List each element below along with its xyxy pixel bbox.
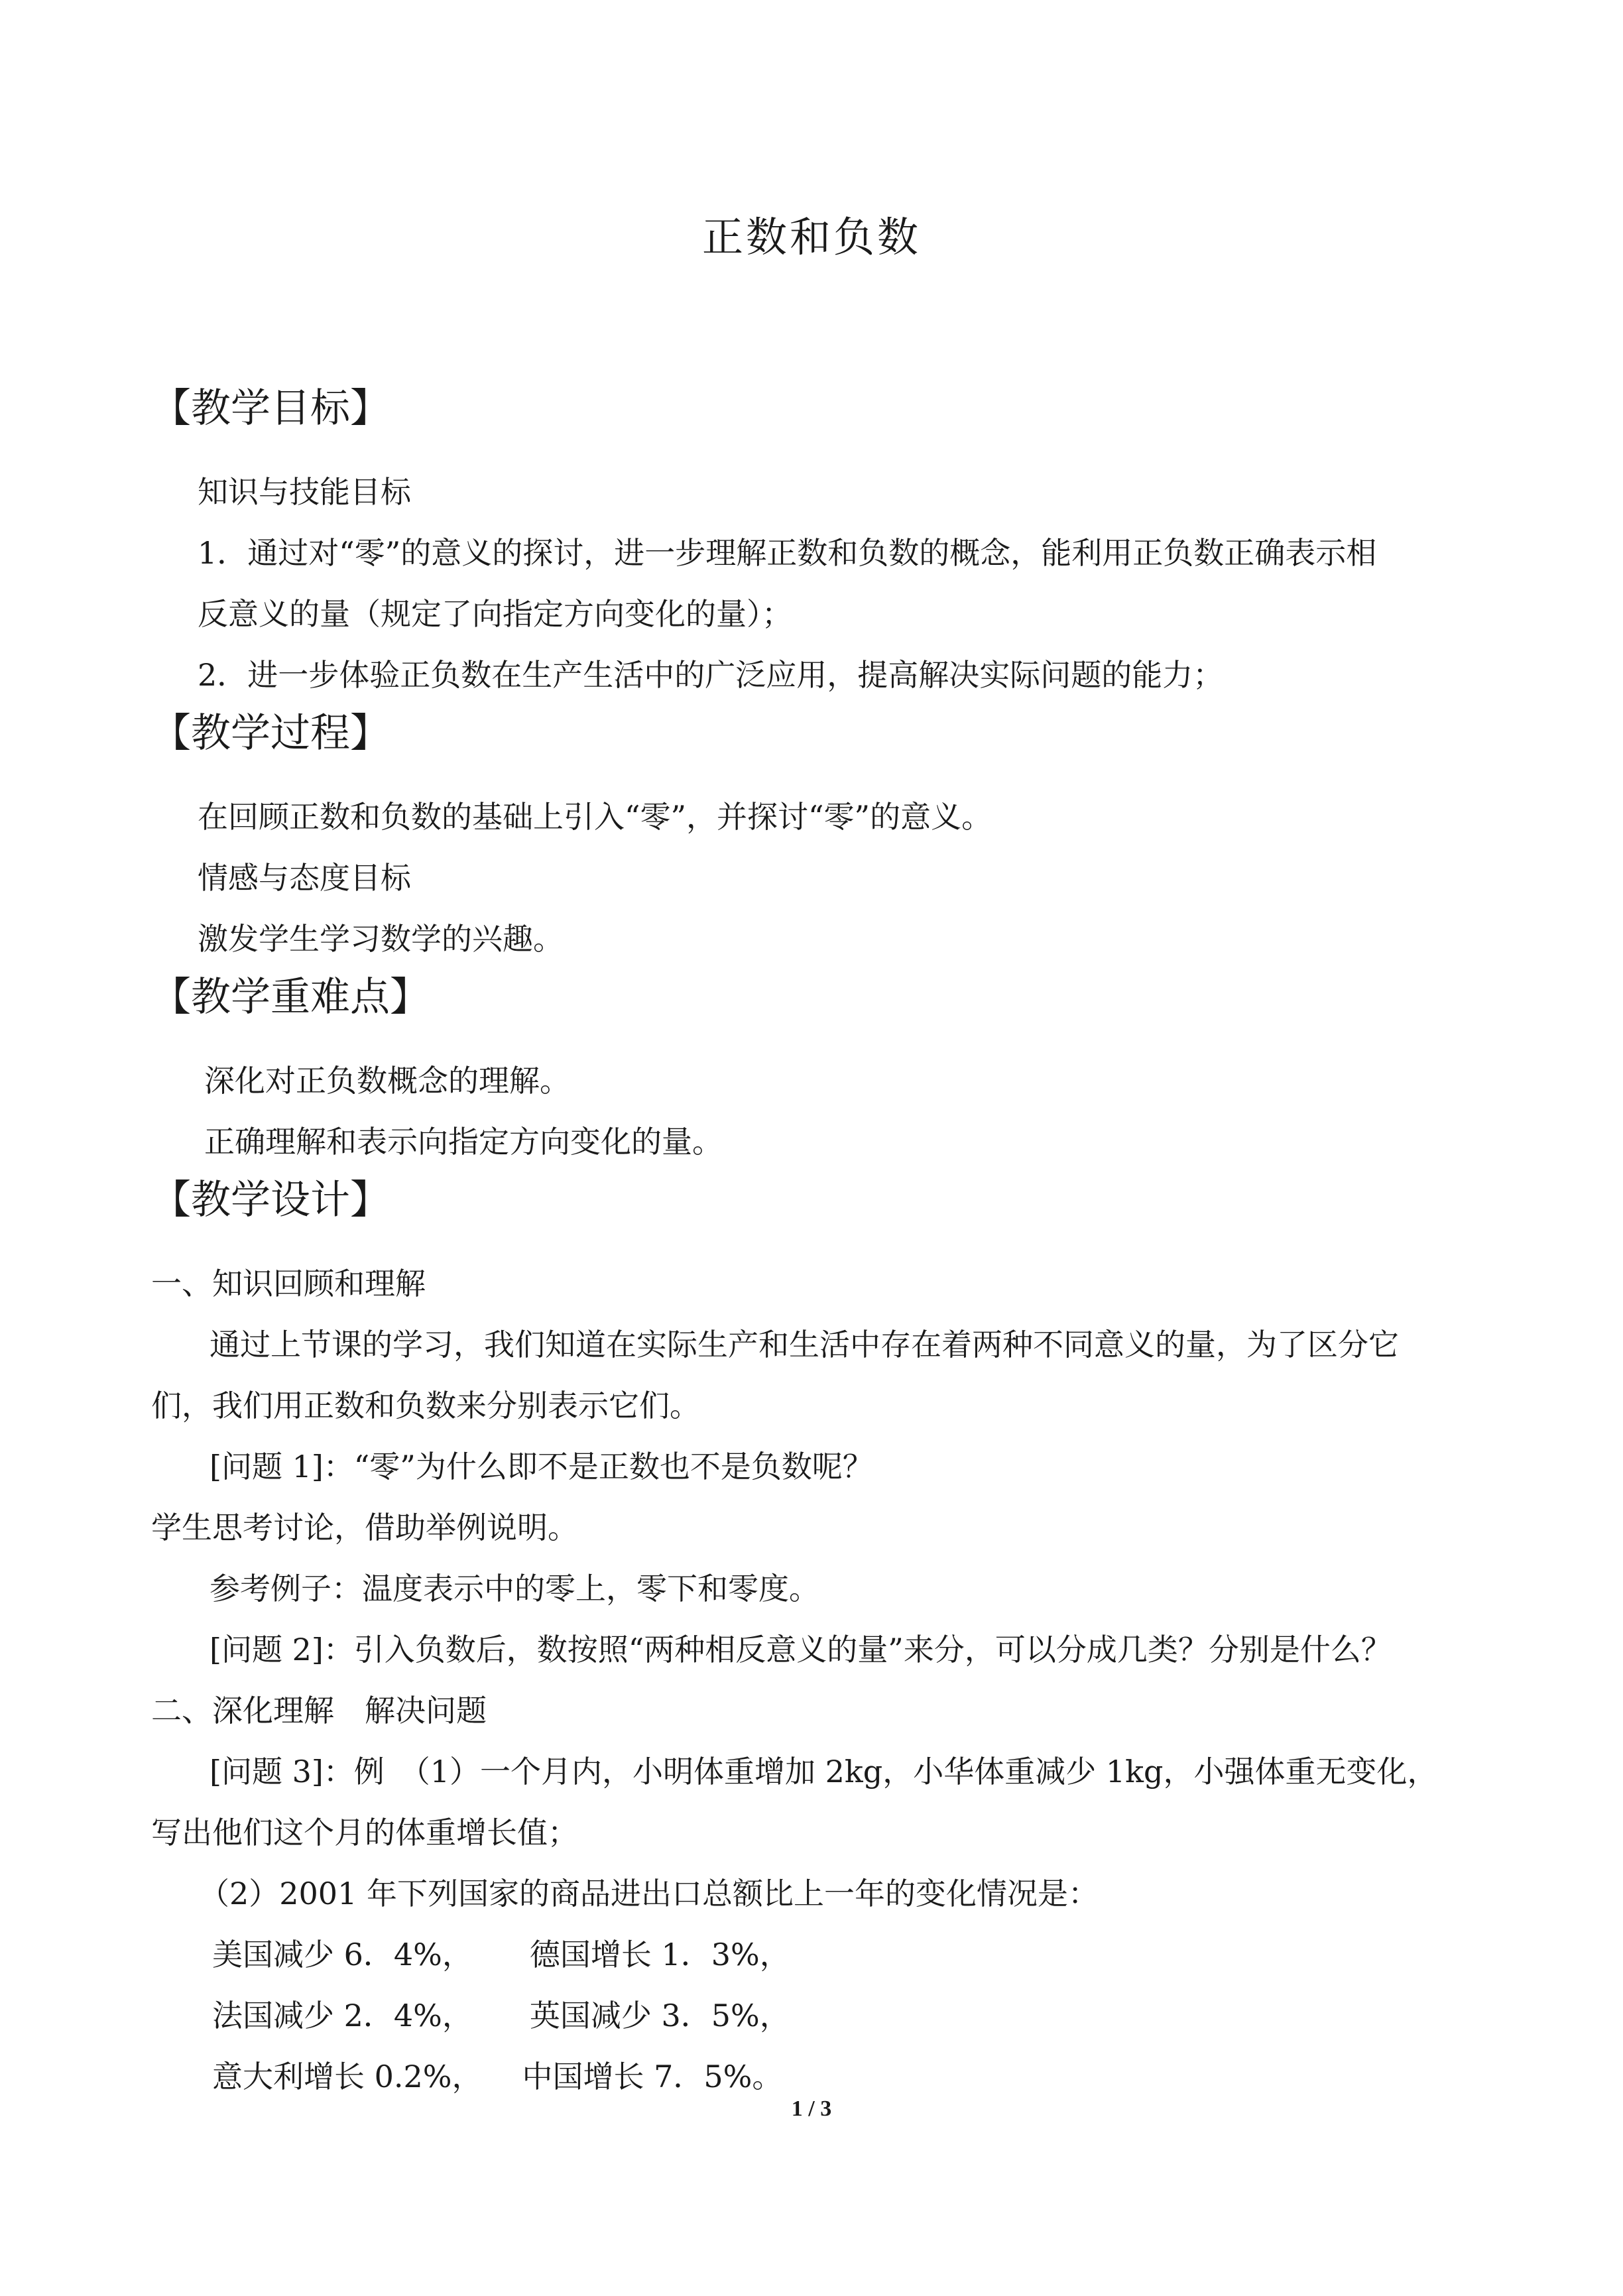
objective-item-1-line-2: 反意义的量（规定了向指定方向变化的量）； [198,596,792,632]
design-part-1-title: 一、知识回顾和理解 [151,1266,426,1301]
country-italy: 意大利增长 0.2%， [212,2059,483,2094]
objective-item-2: 2．进一步体验正负数在生产生活中的广泛应用，提高解决实际问题的能力； [198,657,1224,693]
design-paragraph-1-line-1: 通过上节课的学习，我们知道在实际生产和生活中存在着两种不同意义的量，为了区分它 [210,1327,1399,1362]
country-row-3 [212,2057,782,2096]
question-3-part-2: （2）2001 年下列国家的商品进出口总额比上一年的变化情况是： [199,1876,1099,1911]
heading-design: 【教学设计】 [151,1177,390,1223]
design-paragraph-1-line-2: 们，我们用正数和负数来分别表示它们。 [151,1388,700,1423]
page-number: 1 / 3 [791,2096,832,2121]
process-line-2: 情感与态度目标 [198,860,411,896]
difficulty-line-2: 正确理解和表示向指定方向变化的量。 [204,1124,723,1160]
process-line-3: 激发学生学习数学的兴趣。 [198,921,564,957]
question-3-line-1: [问题 3]：例 （1）一个月内，小明体重增加 2kg，小华体重减少 1kg，小强体重无变化， [210,1754,1438,1789]
process-line-1: 在回顾正数和负数的基础上引入“零”，并探讨“零”的意义。 [198,799,992,835]
question-1-example: 参考例子：温度表示中的零上，零下和零度。 [210,1571,819,1606]
country-usa: 美国减少 6．4%， [212,1937,473,1972]
country-uk: 英国减少 3．5%， [529,1998,790,2033]
question-1: [问题 1]：“零”为什么即不是正数也不是负数呢？ [210,1449,873,1484]
heading-process: 【教学过程】 [151,710,390,756]
country-france: 法国减少 2．4%， [212,1998,473,2033]
question-2: [问题 2]：引入负数后，数按照“两种相反意义的量”来分，可以分成几类？分别是什么？ [210,1632,1392,1667]
heading-difficulty: 【教学重难点】 [151,974,430,1020]
country-china: 中国增长 7．5%。 [522,2059,783,2094]
difficulty-line-1: 深化对正负数概念的理解。 [204,1063,570,1099]
question-3-line-2: 写出他们这个月的体重增长值； [151,1815,578,1850]
heading-objectives: 【教学目标】 [151,385,390,432]
country-row-2 [212,1996,790,2035]
objectives-subtitle: 知识与技能目标 [198,474,411,510]
country-germany: 德国增长 1．3%， [529,1937,790,1972]
design-part-2-title: 二、深化理解 解决问题 [151,1693,487,1728]
question-1-answer: 学生思考讨论，借助举例说明。 [151,1510,578,1545]
country-row-1 [212,1935,790,1974]
page-title: 正数和负数 [701,213,921,261]
objective-item-1-line-1: 1．通过对“零”的意义的探讨，进一步理解正数和负数的概念，能利用正负数正确表示相 [198,535,1377,571]
